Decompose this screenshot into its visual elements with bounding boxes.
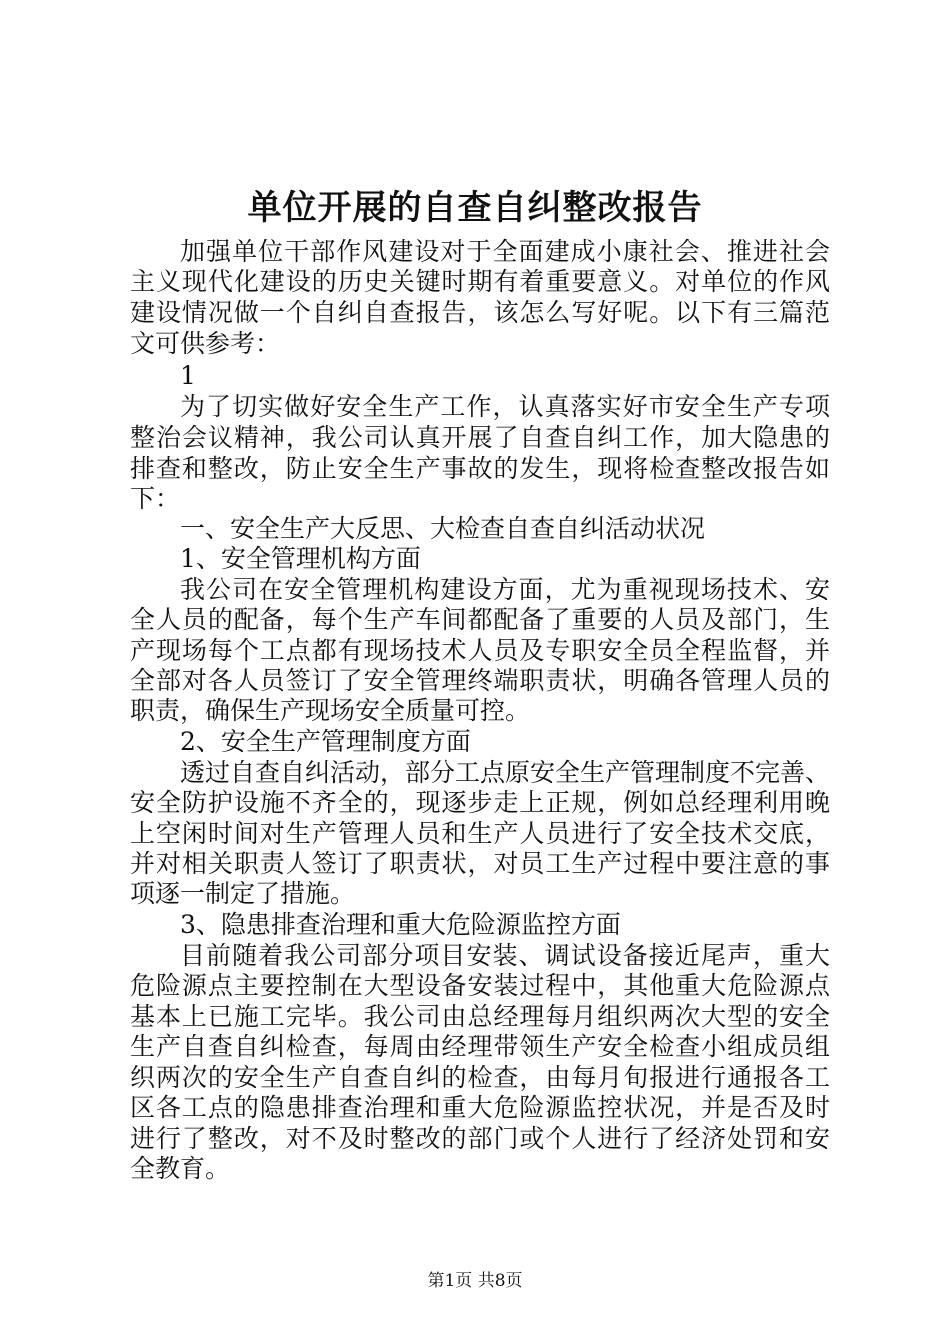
subsection-heading: 3、隐患排查治理和重大危险源监控方面 (180, 910, 621, 939)
subsection-heading: 2、安全生产管理制度方面 (180, 727, 471, 756)
paragraph-line: 排查和整改，防止安全生产事故的发生，现将检查整改报告如 (130, 454, 830, 483)
paragraph-line: 危险源点主要控制在大型设备安装过程中，其他重大危险源点 (130, 971, 830, 1000)
section-number: 1 (180, 361, 196, 390)
subsection-heading: 1、安全管理机构方面 (180, 544, 421, 573)
paragraph-line: 我公司在安全管理机构建设方面，尤为重视现场技术、安 (180, 575, 830, 604)
paragraph-line: 上空闲时间对生产管理人员和生产人员进行了安全技术交底， (130, 819, 830, 848)
paragraph-line: 产现场每个工点都有现场技术人员及专职安全员全程监督，并 (130, 636, 830, 665)
paragraph-line: 整治会议精神，我公司认真开展了自查自纠工作，加大隐患的 (130, 423, 830, 452)
paragraph-line: 全教育。 (130, 1154, 231, 1183)
paragraph-line: 项逐一制定了措施。 (130, 879, 356, 908)
document-title: 单位开展的自查自纠整改报告 (247, 188, 703, 228)
paragraph-line: 主义现代化建设的历史关键时期有着重要意义。对单位的作风 (130, 267, 830, 296)
paragraph-line: 区各工点的隐患排查治理和重大危险源监控状况，并是否及时 (130, 1093, 830, 1122)
paragraph-line: 目前随着我公司部分项目安装、调试设备接近尾声，重大 (180, 941, 830, 970)
section-heading: 一、安全生产大反思、大检查自查自纠活动状况 (180, 514, 706, 543)
page-footer: 第1页 共8页 (427, 1271, 523, 1291)
paragraph-line: 全人员的配备，每个生产车间都配备了重要的人员及部门，生 (130, 605, 830, 634)
paragraph-line: 加强单位干部作风建设对于全面建成小康社会、推进社会 (180, 237, 830, 266)
paragraph-line: 织两次的安全生产自查自纠的检查，由每月旬报进行通报各工 (130, 1063, 830, 1092)
paragraph-line: 为了切实做好安全生产工作，认真落实好市安全生产专项 (180, 392, 830, 421)
paragraph-line: 生产自查自纠检查，每周由经理带领生产安全检查小组成员组 (130, 1032, 830, 1061)
paragraph-line: 安全防护设施不齐全的，现逐步走上正规，例如总经理利用晚 (130, 788, 830, 817)
paragraph-line: 文可供参考： (130, 329, 281, 358)
paragraph-line: 全部对各人员签订了安全管理终端职责状，明确各管理人员的 (130, 666, 830, 695)
paragraph-line: 并对相关职责人签订了职责状，对员工生产过程中要注意的事 (130, 849, 830, 878)
paragraph-line: 进行了整改，对不及时整改的部门或个人进行了经济处罚和安 (130, 1124, 830, 1153)
paragraph-line: 职责，确保生产现场安全质量可控。 (130, 696, 531, 725)
paragraph-line: 下： (130, 484, 181, 513)
paragraph-line: 透过自查自纠活动，部分工点原安全生产管理制度不完善、 (180, 758, 831, 787)
paragraph-line: 建设情况做一个自纠自查报告，该怎么写好呢。以下有三篇范 (130, 298, 830, 327)
paragraph-line: 基本上已施工完毕。我公司由总经理每月组织两次大型的安全 (130, 1002, 830, 1031)
